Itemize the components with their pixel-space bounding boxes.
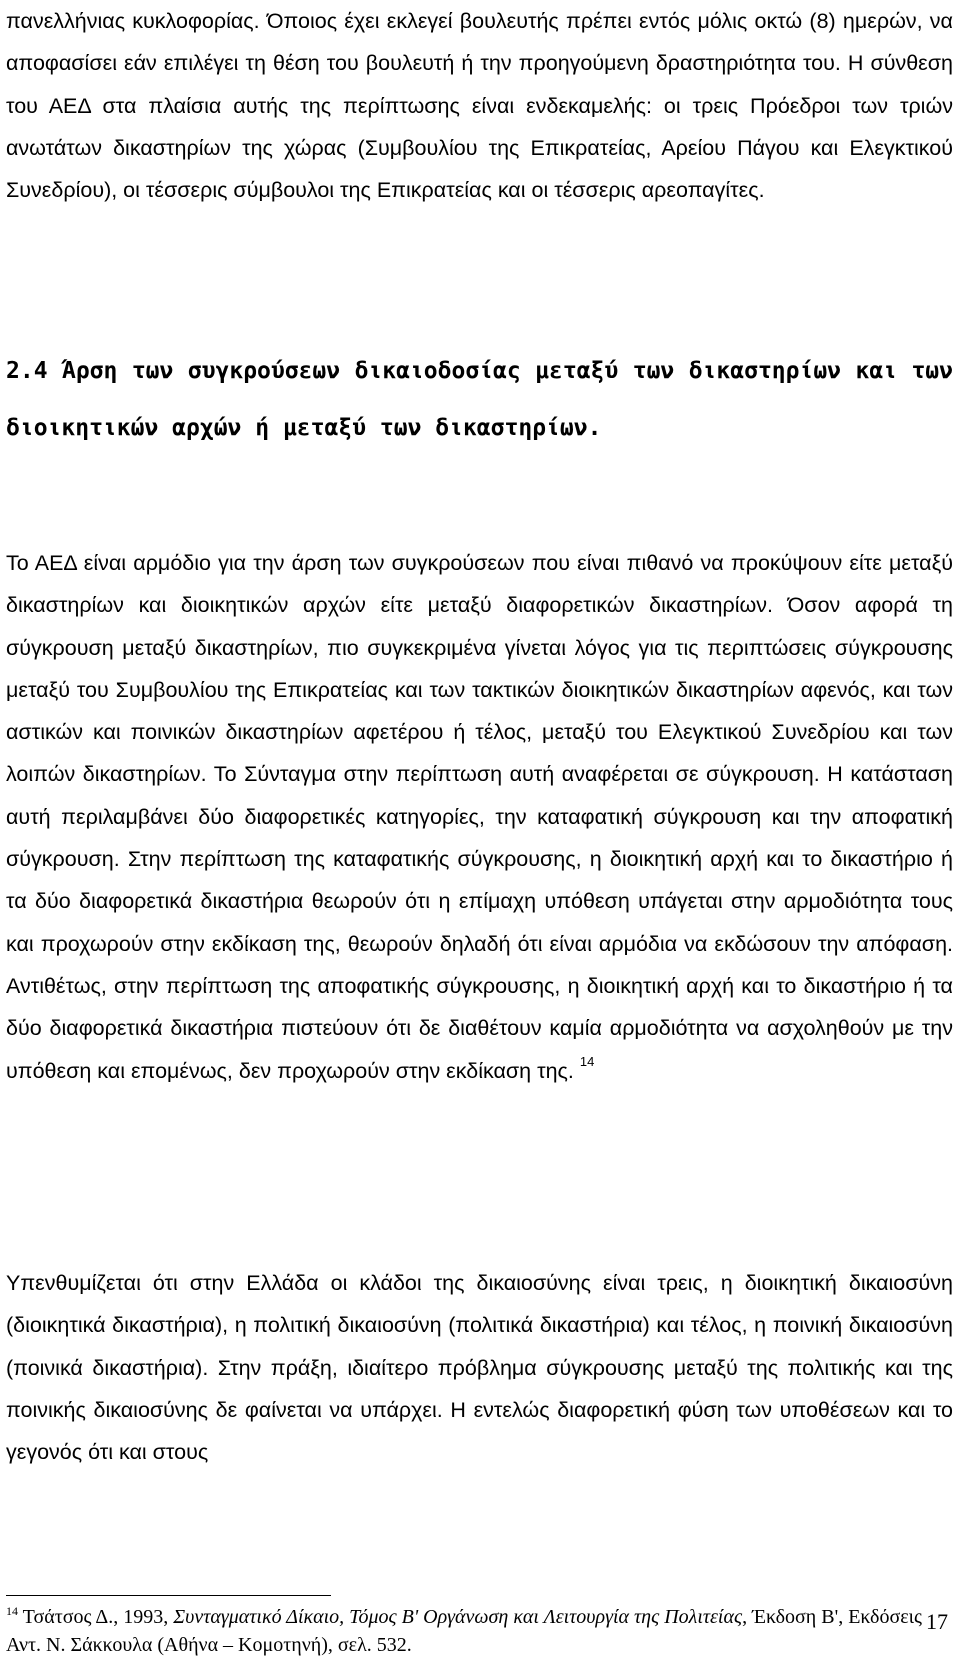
section-heading: 2.4 Άρση των συγκρούσεων δικαιοδοσίας μεταξύ των δικαστηρίων και των διοικητικών αρχών ή μεταξύ των δικαστηρίων. bbox=[6, 358, 953, 441]
footnote bbox=[6, 1603, 951, 1659]
paragraph-justice-branches: Υπενθυμίζεται ότι στην Ελλάδα οι κλάδοι της δικαιοσύνης είναι τρεις, η διοικητική δικαιοσύνη (διοικητικά δικαστήρια), η πολιτική δικαιοσύνη (πολιτικά δικαστήρια) και τέλος, η ποινική δικαιοσύνη (ποινικά δικαστήρια). Στην πράξη, ιδιαίτερο πρόβλημα σύγκρουσης μεταξύ της πολιτικής και της ποινικής δικαιοσύνης δε φαίνεται να υπάρχει. Η εντελώς διαφορετική φύση των υποθέσεων και το γεγονός ότι και στους bbox=[6, 1271, 953, 1465]
paragraph-conflicts-text: Το ΑΕΔ είναι αρμόδιο για την άρση των συγκρούσεων που είναι πιθανό να προκύψουν είτε μεταξύ δικαστηρίων και διοικητικών αρχών είτε μεταξύ διαφορετικών δικαστηρίων. Όσον αφορά τη σύγκρουση μεταξύ δικαστηρίων, πιο συγκεκριμένα γίνεται λόγος για τις περιπτώσεις σύγκρουσης μεταξύ του Συμβουλίου της Επικρατείας και των τακτικών διοικητικών δικαστηρίων αφενός, και των αστικών και ποινικών δικαστηρίων αφετέρου ή τέλος, μεταξύ του Ελεγκτικού Συνεδρίου και των λοιπών δικαστηρίων. Το Σύνταγμα στην περίπτωση αυτή αναφέρεται σε σύγκρουση. Η κατάσταση αυτή περιλαμβάνει δύο διαφορετικές κατηγορίες, την καταφατική σύγκρουση και την αποφατική σύγκρουση. Στην περίπτωση της καταφατικής σύγκρουσης, η διοικητική αρχή και το δικαστήριο ή τα δύο διαφορετικά δικαστήρια θεωρούν ότι η επίμαχη υπόθεση υπάγεται στην αρμοδιότητα τους και προχωρούν στην εκδίκαση της, θεωρούν δηλαδή ότι είναι αρμόδια να εκδώσουν την απόφαση. Αντιθέτως, στην περίπτωση της αποφατικής σύγκρουσης, η διοικητική αρχή και το δικαστήριο ή τα δύο διαφορετικά δικαστήρια πιστεύουν ότι δε διαθέτουν καμία αρμοδιότητα να ασχοληθούν με την υπόθεση και επομένως, δεν προχωρούν στην εκδίκαση της. bbox=[6, 551, 953, 1083]
footnote-separator bbox=[6, 1595, 331, 1596]
page-number: 17 bbox=[926, 1609, 948, 1634]
footnote-author: Τσάτσος Δ., 1993, bbox=[22, 1606, 169, 1628]
paragraph-conflicts bbox=[6, 542, 953, 1092]
footnote-details: , Έκδοση Β', Εκδόσεις Αντ. Ν. Σάκκουλα (Αθήνα – Κομοτηνή), σελ. 532. bbox=[6, 1606, 922, 1656]
footnote-reference[interactable]: 14 bbox=[579, 1053, 595, 1069]
paragraph-intro: πανελλήνιας κυκλοφορίας. Όποιος έχει εκλεγεί βουλευτής πρέπει εντός μόλις οκτώ (8) ημερών, να αποφασίσει εάν επιλέγει τη θέση του βουλευτή ή την προηγούμενη δραστηριότητα του. Η σύνθεση του ΑΕΔ στα πλαίσια αυτής της περίπτωσης είναι ενδεκαμελής: οι τρεις Πρόεδροι των τριών ανωτάτων δικαστηρίων της χώρας (Συμβουλίου της Επικρατείας, Αρείου Πάγου και Ελεγκτικού Συνεδρίου), οι τέσσερις σύμβουλοι της Επικρατείας και οι τέσσερις αρεοπαγίτες. bbox=[6, 9, 953, 203]
footnote-number: 14 bbox=[6, 1604, 18, 1618]
footnote-title: Συνταγματικό Δίκαιο, Τόμος Β' Οργάνωση και Λειτουργία της Πολιτείας bbox=[173, 1606, 743, 1628]
